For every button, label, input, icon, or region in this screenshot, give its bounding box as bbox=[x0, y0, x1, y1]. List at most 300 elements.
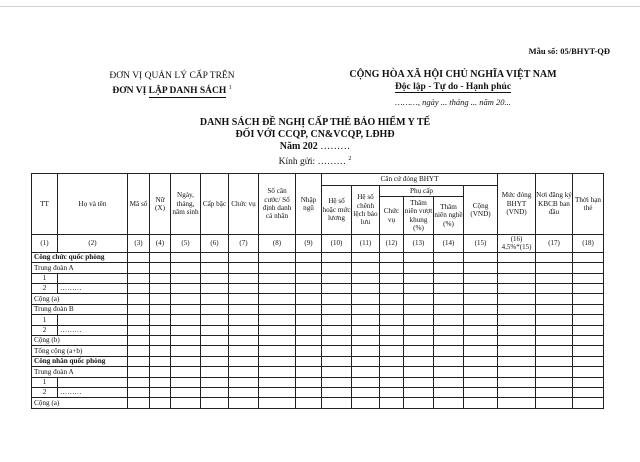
col-header-difference-coef: Hệ số chênh lệch bảo lưu bbox=[352, 186, 380, 235]
table-cell bbox=[150, 283, 171, 293]
table-cell bbox=[380, 294, 404, 304]
column-number: (6) bbox=[201, 235, 229, 253]
table-cell bbox=[352, 263, 380, 273]
table-cell bbox=[128, 356, 150, 366]
row-name-cell: ……… bbox=[58, 325, 128, 335]
table-cell bbox=[573, 398, 604, 408]
table-cell bbox=[150, 377, 171, 387]
group-label: Cộng (a) bbox=[32, 294, 128, 304]
table-cell bbox=[322, 283, 352, 293]
table-cell bbox=[464, 294, 498, 304]
table-cell bbox=[498, 315, 536, 325]
table-cell bbox=[352, 398, 380, 408]
table-cell bbox=[150, 315, 171, 325]
table-cell bbox=[171, 283, 201, 293]
table-cell bbox=[352, 367, 380, 377]
table-cell bbox=[171, 273, 201, 283]
table-cell bbox=[322, 367, 352, 377]
table-cell bbox=[322, 346, 352, 356]
table-cell bbox=[128, 377, 150, 387]
table-cell bbox=[201, 263, 229, 273]
table-cell bbox=[201, 315, 229, 325]
row-name-cell bbox=[58, 273, 128, 283]
date-line: ………, ngày ... tháng ... năm 20... bbox=[395, 97, 511, 107]
table-cell bbox=[434, 377, 464, 387]
row-index: 1 bbox=[32, 377, 58, 387]
col-header-dob: Ngày, tháng, năm sinh bbox=[171, 174, 201, 235]
table-cell bbox=[296, 294, 322, 304]
table-cell bbox=[150, 367, 171, 377]
contribution-formula: 4,5%*(15) bbox=[501, 243, 532, 252]
col-header-enlistment: Nhập ngũ bbox=[296, 174, 322, 235]
table-cell bbox=[404, 325, 434, 335]
footnote-2: 2 bbox=[348, 156, 352, 162]
table-cell bbox=[536, 325, 573, 335]
listing-unit-label: ĐƠN VỊ LẬP DANH SÁCH $^1$ bbox=[112, 85, 232, 97]
table-cell bbox=[464, 325, 498, 335]
title-line-1: DANH SÁCH ĐỀ NGHỊ CẤP THẺ BẢO HIỂM Y TẾ bbox=[199, 117, 431, 128]
table-cell bbox=[464, 387, 498, 397]
table-cell bbox=[150, 398, 171, 408]
table-cell bbox=[380, 346, 404, 356]
table-cell bbox=[434, 398, 464, 408]
table-cell bbox=[150, 273, 171, 283]
table-cell bbox=[498, 346, 536, 356]
table-cell bbox=[296, 315, 322, 325]
table-cell bbox=[128, 263, 150, 273]
table-cell bbox=[229, 252, 259, 262]
table-cell bbox=[404, 335, 434, 345]
column-number-row bbox=[32, 235, 604, 253]
table-cell bbox=[229, 387, 259, 397]
table-cell bbox=[201, 377, 229, 387]
row-name-cell bbox=[58, 377, 128, 387]
table-cell bbox=[404, 283, 434, 293]
col-header-allowance-position: Chức vụ bbox=[380, 197, 404, 235]
table-cell bbox=[536, 283, 573, 293]
superior-unit-label: ĐƠN VỊ QUẢN LÝ CẤP TRÊN bbox=[109, 71, 235, 81]
table-cell bbox=[229, 304, 259, 314]
table-cell bbox=[498, 273, 536, 283]
table-cell bbox=[128, 283, 150, 293]
group-label: Tổng cộng (a+b) bbox=[32, 346, 128, 356]
table-cell bbox=[536, 252, 573, 262]
column-number: (16) 4,5%*(15) bbox=[498, 235, 536, 253]
table-cell bbox=[464, 335, 498, 345]
table-cell bbox=[380, 387, 404, 397]
table-cell bbox=[296, 263, 322, 273]
table-cell bbox=[573, 283, 604, 293]
table-cell bbox=[464, 304, 498, 314]
table-cell bbox=[259, 294, 296, 304]
table-cell bbox=[296, 346, 322, 356]
table-cell bbox=[434, 294, 464, 304]
table-cell bbox=[352, 315, 380, 325]
column-number: (7) bbox=[229, 235, 259, 253]
table-cell bbox=[573, 377, 604, 387]
table-cell bbox=[171, 377, 201, 387]
table-cell bbox=[229, 263, 259, 273]
table-row bbox=[32, 294, 604, 304]
table-cell bbox=[128, 398, 150, 408]
table-cell bbox=[404, 356, 434, 366]
table-cell bbox=[201, 252, 229, 262]
table-cell bbox=[404, 387, 434, 397]
column-number: (3) bbox=[128, 235, 150, 253]
table-cell bbox=[171, 356, 201, 366]
row-index: 1 bbox=[32, 273, 58, 283]
table-cell bbox=[229, 356, 259, 366]
table-cell bbox=[573, 304, 604, 314]
table-cell bbox=[128, 294, 150, 304]
table-cell bbox=[171, 346, 201, 356]
table-cell bbox=[201, 356, 229, 366]
row-name-cell bbox=[58, 315, 128, 325]
table-cell bbox=[434, 346, 464, 356]
table-cell bbox=[259, 356, 296, 366]
table-row bbox=[32, 377, 604, 387]
table-cell bbox=[498, 325, 536, 335]
table-cell bbox=[171, 398, 201, 408]
table-cell bbox=[259, 315, 296, 325]
table-cell bbox=[201, 304, 229, 314]
table-cell bbox=[380, 325, 404, 335]
title-year: Năm 202 ……… bbox=[279, 141, 351, 152]
table-cell bbox=[464, 315, 498, 325]
table-cell bbox=[171, 304, 201, 314]
table-cell bbox=[259, 398, 296, 408]
table-row bbox=[32, 315, 604, 325]
table-cell bbox=[128, 346, 150, 356]
table-cell bbox=[434, 273, 464, 283]
table-cell bbox=[128, 387, 150, 397]
table-cell bbox=[498, 263, 536, 273]
table-cell bbox=[171, 387, 201, 397]
recipient-line: Kính gửi: ……… $^2$ bbox=[278, 156, 352, 168]
table-cell bbox=[171, 252, 201, 262]
table-cell bbox=[150, 304, 171, 314]
table-cell bbox=[259, 387, 296, 397]
table-cell bbox=[229, 346, 259, 356]
table-cell bbox=[229, 367, 259, 377]
table-cell bbox=[573, 315, 604, 325]
column-number: (14) bbox=[434, 235, 464, 253]
table-body bbox=[32, 252, 604, 408]
table-cell bbox=[352, 325, 380, 335]
table-cell bbox=[259, 273, 296, 283]
table-cell bbox=[573, 273, 604, 283]
col-header-position: Chức vụ bbox=[229, 174, 259, 235]
table-cell bbox=[573, 346, 604, 356]
table-cell bbox=[536, 315, 573, 325]
col-header-tt: TT bbox=[32, 174, 58, 235]
table-cell bbox=[322, 315, 352, 325]
table-cell bbox=[573, 252, 604, 262]
table-cell bbox=[352, 346, 380, 356]
column-number: (1) bbox=[32, 235, 58, 253]
table-cell bbox=[573, 263, 604, 273]
row-index: 1 bbox=[32, 315, 58, 325]
table-cell bbox=[322, 398, 352, 408]
national-header bbox=[330, 68, 576, 109]
table-cell bbox=[464, 367, 498, 377]
table-cell bbox=[259, 335, 296, 345]
column-number: (18) bbox=[573, 235, 604, 253]
column-number: (5) bbox=[171, 235, 201, 253]
column-number: (4) bbox=[150, 235, 171, 253]
country-name: CỘNG HÒA XÃ HỘI CHỦ NGHĨA VIỆT NAM bbox=[349, 69, 557, 80]
table-cell bbox=[536, 387, 573, 397]
col-header-id-number: Số căn cước/ Số định danh cá nhân bbox=[259, 174, 296, 235]
table-cell bbox=[128, 273, 150, 283]
table-cell bbox=[150, 252, 171, 262]
table-cell bbox=[404, 315, 434, 325]
table-cell bbox=[380, 283, 404, 293]
table-cell bbox=[464, 263, 498, 273]
table-cell bbox=[380, 304, 404, 314]
table-row bbox=[32, 346, 604, 356]
table-cell bbox=[536, 346, 573, 356]
table-cell bbox=[404, 304, 434, 314]
column-number: (15) bbox=[464, 235, 498, 253]
scan-edge-line bbox=[0, 6, 640, 7]
col-header-name: Họ và tên bbox=[58, 174, 128, 235]
table-cell bbox=[171, 294, 201, 304]
table-cell bbox=[322, 387, 352, 397]
table-cell bbox=[150, 346, 171, 356]
table-cell bbox=[380, 377, 404, 387]
col-header-rank: Cấp bậc bbox=[201, 174, 229, 235]
table-cell bbox=[322, 304, 352, 314]
table-cell bbox=[201, 346, 229, 356]
table-cell bbox=[322, 377, 352, 387]
table-cell bbox=[404, 398, 434, 408]
table-cell bbox=[259, 263, 296, 273]
table-cell bbox=[229, 335, 259, 345]
table-cell bbox=[201, 294, 229, 304]
table-row bbox=[32, 398, 604, 408]
table-cell bbox=[322, 252, 352, 262]
section-label: Công nhân quốc phòng bbox=[32, 356, 128, 366]
table-cell bbox=[322, 335, 352, 345]
table-cell bbox=[536, 356, 573, 366]
table-cell bbox=[464, 273, 498, 283]
table-cell bbox=[434, 304, 464, 314]
table-cell bbox=[498, 335, 536, 345]
table-cell bbox=[171, 335, 201, 345]
table-cell bbox=[128, 304, 150, 314]
table-cell bbox=[296, 356, 322, 366]
table-cell bbox=[498, 356, 536, 366]
table-cell bbox=[573, 387, 604, 397]
table-row bbox=[32, 304, 604, 314]
table-cell bbox=[150, 387, 171, 397]
table-cell bbox=[464, 398, 498, 408]
table-cell bbox=[128, 335, 150, 345]
table-cell bbox=[498, 252, 536, 262]
table-cell bbox=[352, 304, 380, 314]
table-cell bbox=[352, 377, 380, 387]
table-cell bbox=[171, 263, 201, 273]
table-cell bbox=[498, 377, 536, 387]
insurance-list-table bbox=[31, 173, 604, 409]
table-cell bbox=[229, 377, 259, 387]
table-cell bbox=[259, 283, 296, 293]
table-cell bbox=[498, 304, 536, 314]
group-label: Trung đoàn A bbox=[32, 263, 128, 273]
table-row bbox=[32, 367, 604, 377]
table-cell bbox=[259, 252, 296, 262]
table-cell bbox=[434, 263, 464, 273]
table-cell bbox=[259, 346, 296, 356]
table-cell bbox=[573, 335, 604, 345]
table-cell bbox=[380, 315, 404, 325]
table-cell bbox=[128, 315, 150, 325]
table-cell bbox=[201, 387, 229, 397]
table-cell bbox=[128, 367, 150, 377]
table-row bbox=[32, 356, 604, 366]
col-header-allowance-group: Phụ cấp bbox=[380, 186, 464, 197]
document-title bbox=[150, 117, 480, 168]
group-label: Cộng (a) bbox=[32, 398, 128, 408]
table-cell bbox=[229, 294, 259, 304]
table-cell bbox=[536, 294, 573, 304]
table-cell bbox=[573, 356, 604, 366]
table-row bbox=[32, 273, 604, 283]
table-cell bbox=[201, 398, 229, 408]
table-cell bbox=[434, 367, 464, 377]
row-index: 2 bbox=[32, 283, 58, 293]
col-header-basis-group: Căn cứ đóng BHYT bbox=[322, 174, 498, 186]
col-header-contribution: Mức đóng BHYT (VND) bbox=[498, 174, 536, 235]
column-number: (10) bbox=[322, 235, 352, 253]
column-number: (17) bbox=[536, 235, 573, 253]
table-cell bbox=[536, 304, 573, 314]
table-cell bbox=[296, 398, 322, 408]
table-cell bbox=[536, 273, 573, 283]
table-cell bbox=[229, 398, 259, 408]
table-cell bbox=[322, 273, 352, 283]
table-cell bbox=[171, 367, 201, 377]
table-cell bbox=[201, 273, 229, 283]
table-cell bbox=[464, 377, 498, 387]
table-cell bbox=[150, 325, 171, 335]
table-cell bbox=[296, 325, 322, 335]
table-cell bbox=[201, 325, 229, 335]
table-cell bbox=[296, 304, 322, 314]
table-row bbox=[32, 387, 604, 397]
table-cell bbox=[128, 252, 150, 262]
table-cell bbox=[296, 252, 322, 262]
table-cell bbox=[322, 356, 352, 366]
table-cell bbox=[296, 377, 322, 387]
table-cell bbox=[380, 263, 404, 273]
table-cell bbox=[536, 398, 573, 408]
table-cell bbox=[434, 335, 464, 345]
table-cell bbox=[380, 252, 404, 262]
table-cell bbox=[150, 356, 171, 366]
column-number: (8) bbox=[259, 235, 296, 253]
table-cell bbox=[573, 294, 604, 304]
table-cell bbox=[404, 346, 434, 356]
table-row bbox=[32, 335, 604, 345]
table-cell bbox=[171, 315, 201, 325]
table-cell bbox=[434, 387, 464, 397]
table-cell bbox=[296, 335, 322, 345]
table-cell bbox=[150, 263, 171, 273]
table-cell bbox=[229, 325, 259, 335]
table-cell bbox=[128, 325, 150, 335]
national-motto: Độc lập - Tự do - Hạnh phúc bbox=[394, 82, 512, 92]
col-header-salary-coef: Hệ số hoặc mức lương bbox=[322, 186, 352, 235]
table-cell bbox=[404, 377, 434, 387]
table-cell bbox=[404, 252, 434, 262]
table-cell bbox=[380, 335, 404, 345]
col-header-total: Cộng (VND) bbox=[464, 186, 498, 235]
table-cell bbox=[352, 283, 380, 293]
table-cell bbox=[464, 346, 498, 356]
table-cell bbox=[434, 252, 464, 262]
col-header-registration: Nơi đăng ký KBCB ban đầu bbox=[536, 174, 573, 235]
col-header-female: Nữ (X) bbox=[150, 174, 171, 235]
footnote-1: 1 bbox=[228, 85, 232, 91]
row-name-cell: ……… bbox=[58, 283, 128, 293]
table-row bbox=[32, 283, 604, 293]
issuing-unit-header bbox=[82, 70, 262, 98]
table-cell bbox=[229, 283, 259, 293]
table-cell bbox=[322, 325, 352, 335]
col-header-code: Mã số bbox=[128, 174, 150, 235]
table-cell bbox=[404, 294, 434, 304]
table-cell bbox=[573, 325, 604, 335]
table-cell bbox=[259, 377, 296, 387]
table-cell bbox=[201, 283, 229, 293]
table-cell bbox=[380, 398, 404, 408]
table-cell bbox=[352, 252, 380, 262]
table-row bbox=[32, 263, 604, 273]
table-cell bbox=[352, 335, 380, 345]
table-cell bbox=[464, 356, 498, 366]
column-number: (13) bbox=[404, 235, 434, 253]
table-cell bbox=[434, 325, 464, 335]
table-cell bbox=[201, 335, 229, 345]
col-header-card-term: Thời hạn thẻ bbox=[573, 174, 604, 235]
table-cell bbox=[536, 377, 573, 387]
table-cell bbox=[498, 398, 536, 408]
table-cell bbox=[296, 367, 322, 377]
table-cell bbox=[352, 356, 380, 366]
table-cell bbox=[498, 367, 536, 377]
title-line-2: ĐỐI VỚI CCQP, CN&VCQP, LĐHĐ bbox=[235, 129, 395, 140]
table-cell bbox=[322, 294, 352, 304]
table-cell bbox=[434, 283, 464, 293]
col-header-allowance-seniority: Thâm niên nghề (%) bbox=[434, 197, 464, 235]
section-label: Công chức quốc phòng bbox=[32, 252, 128, 262]
table-cell bbox=[434, 315, 464, 325]
table-cell bbox=[380, 356, 404, 366]
table-cell bbox=[296, 273, 322, 283]
table-cell bbox=[322, 263, 352, 273]
table-row bbox=[32, 325, 604, 335]
table-cell bbox=[171, 325, 201, 335]
row-name-cell: ……… bbox=[58, 387, 128, 397]
table-cell bbox=[229, 273, 259, 283]
table-cell bbox=[536, 367, 573, 377]
column-number: (11) bbox=[352, 235, 380, 253]
table-cell bbox=[352, 294, 380, 304]
group-label: Cộng (b) bbox=[32, 335, 128, 345]
table-cell bbox=[464, 252, 498, 262]
